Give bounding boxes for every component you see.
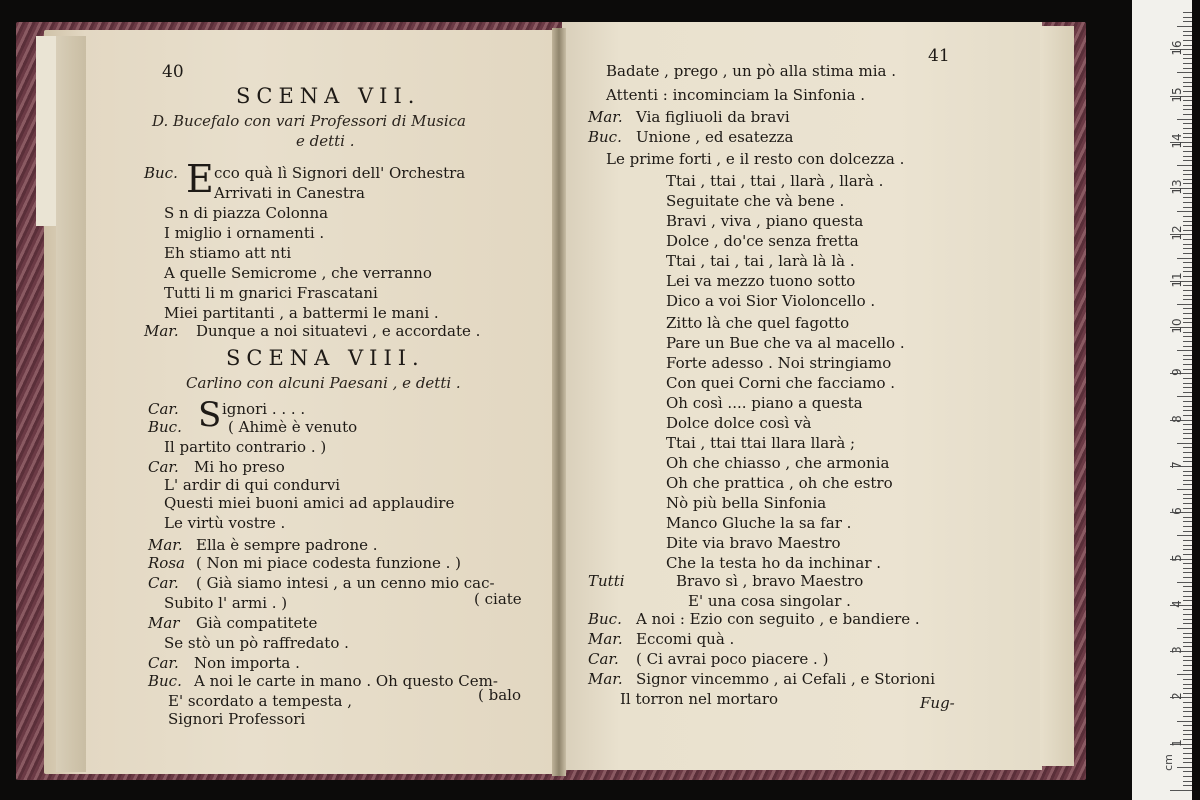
ruler-tick — [1183, 572, 1192, 573]
ruler-tick — [1183, 262, 1192, 263]
right-line: Ttai , ttai ttai llara llarà ; — [666, 434, 856, 452]
buc-line-8: Miei partitanti , a battermi le mani . — [164, 304, 439, 322]
ruler-tick — [1183, 753, 1192, 754]
buc-line-7: Tutti li m gnarici Frascatani — [164, 284, 378, 302]
ruler-tick — [1183, 415, 1192, 416]
ruler-number: 4 — [1170, 599, 1184, 608]
ruler-tick — [1183, 63, 1192, 64]
dialogue-speaker: Buc. — [148, 418, 182, 436]
ruler-tick — [1183, 656, 1192, 657]
ruler-tick — [1183, 660, 1192, 661]
dialogue-line: Subito l' armi . ) — [164, 594, 288, 612]
ruler-tick — [1183, 554, 1192, 555]
ruler-tick — [1183, 545, 1192, 546]
ruler-tick — [1183, 253, 1192, 254]
dialogue-speaker: Car. — [148, 400, 179, 418]
ruler-number: 10 — [1170, 318, 1184, 334]
ruler-tick — [1177, 396, 1192, 397]
ruler-tick — [1183, 471, 1192, 472]
ruler-tick — [1183, 285, 1192, 286]
ruler-tick — [1183, 521, 1192, 522]
dialogue-line: Signori Professori — [168, 710, 306, 728]
ruler-tick — [1177, 489, 1192, 490]
right-line: Oh che prattica , oh che estro — [666, 474, 893, 492]
dialogue-line: Non importa . — [194, 654, 300, 672]
ruler-tick — [1183, 484, 1192, 485]
ruler-tick — [1183, 341, 1192, 342]
ruler-tick — [1183, 313, 1192, 314]
right-line: Zitto là che quel fagotto — [666, 314, 850, 332]
page-number-right: 41 — [928, 46, 950, 66]
ruler-number: 14 — [1170, 133, 1184, 149]
ruler-tick — [1183, 785, 1192, 786]
dialogue-speaker: Car. — [148, 574, 179, 592]
right-line: Seguitate che và bene . — [666, 192, 845, 210]
ruler-tick — [1183, 179, 1192, 180]
ruler-tick — [1183, 100, 1192, 101]
ruler-tick — [1183, 123, 1192, 124]
ruler-tick — [1183, 267, 1192, 268]
ruler-tick — [1183, 109, 1192, 110]
ruler-tick — [1183, 646, 1192, 647]
page-number-left: 40 — [162, 62, 184, 82]
ruler-tick — [1183, 207, 1192, 208]
buc-line-4: I miglio i ornamenti . — [164, 224, 325, 242]
ruler-tick — [1183, 369, 1192, 370]
ruler-tick — [1177, 350, 1192, 351]
dialogue-line: Ella è sempre padrone . — [196, 536, 378, 554]
right-speaker: Mar. — [588, 108, 623, 126]
right-line: Oh che chiasso , che armonia — [666, 454, 890, 472]
right-page-edge — [1040, 26, 1074, 766]
hanging-word-balo: ( balo — [478, 686, 521, 704]
buc-line-2: Arrivati in Canestra — [214, 184, 366, 202]
right-line: Forte adesso . Noi stringiamo — [666, 354, 892, 372]
ruler-tick — [1183, 457, 1192, 458]
ruler-tick — [1183, 378, 1192, 379]
ruler-tick — [1183, 21, 1192, 22]
ruler-tick — [1183, 295, 1192, 296]
ruler-tick — [1177, 582, 1192, 583]
ruler-tick — [1183, 35, 1192, 36]
ruler-tick — [1183, 531, 1192, 532]
dialogue-speaker: Car. — [148, 458, 179, 476]
ruler-tick — [1183, 12, 1192, 13]
right-line: Bravi , viva , piano questa — [666, 212, 864, 230]
ruler-tick — [1183, 299, 1192, 300]
ruler-tick — [1177, 72, 1192, 73]
ruler-tick — [1183, 707, 1192, 708]
ruler-tick — [1177, 721, 1192, 722]
dialogue-speaker: Mar. — [148, 536, 183, 554]
right-line: Dolce dolce così và — [666, 414, 812, 432]
ruler-tick — [1183, 614, 1192, 615]
ruler-tick — [1183, 91, 1192, 92]
speaker-buc: Buc. — [144, 164, 178, 182]
dialogue-line: Già compatitete — [196, 614, 318, 632]
dialogue-line: A noi le carte in mano . Oh questo Cem- — [194, 672, 498, 690]
ruler-tick — [1183, 716, 1192, 717]
ruler-tick — [1183, 336, 1192, 337]
speaker-mar: Mar. — [144, 322, 179, 340]
ruler-tick — [1183, 540, 1192, 541]
ruler-tick — [1183, 739, 1192, 740]
right-speaker: Buc. — [588, 610, 622, 628]
ruler-tick — [1170, 790, 1192, 791]
right-line: Ttai , tai , tai , larà là là . — [666, 252, 855, 270]
ruler-tick — [1177, 674, 1192, 675]
ruler-tick — [1183, 725, 1192, 726]
ruler-tick — [1177, 628, 1192, 629]
ruler-tick — [1183, 271, 1192, 272]
ruler-tick — [1183, 424, 1192, 425]
dialogue-line: ( Ahimè è venuto — [228, 418, 358, 436]
right-line: Ttai , ttai , ttai , llarà , llarà . — [666, 172, 884, 190]
right-line: Nò più bella Sinfonia — [666, 494, 827, 512]
ruler-tick — [1183, 734, 1192, 735]
ruler-number: 13 — [1170, 179, 1184, 195]
ruler-tick — [1183, 355, 1192, 356]
ruler-tick — [1183, 517, 1192, 518]
right-speaker: Tutti — [588, 572, 625, 590]
right-line: Eccomi quà . — [636, 630, 735, 648]
ruler-number: 12 — [1170, 225, 1184, 242]
ruler-unit-label: cm — [1161, 754, 1175, 771]
ruler-tick — [1183, 58, 1192, 59]
ruler-tick — [1183, 429, 1192, 430]
ruler-tick — [1183, 568, 1192, 569]
ruler-tick — [1183, 332, 1192, 333]
ruler-tick — [1183, 702, 1192, 703]
ruler-tick — [1183, 461, 1192, 462]
ruler-tick — [1183, 54, 1192, 55]
dialogue-line: Il partito contrario . ) — [164, 438, 327, 456]
ruler-tick — [1183, 114, 1192, 115]
ruler-tick — [1183, 771, 1192, 772]
buc-line-5: Eh stiamo att nti — [164, 244, 292, 262]
ruler-tick — [1183, 781, 1192, 782]
ruler-tick — [1183, 679, 1192, 680]
ruler-tick — [1183, 758, 1192, 759]
ruler-tick — [1183, 665, 1192, 666]
ruler-tick — [1177, 26, 1192, 27]
book-gutter — [552, 28, 566, 776]
ruler-tick — [1183, 452, 1192, 453]
dialogue-line: Se stò un pò raffredato . — [164, 634, 349, 652]
buc-line-3: S n di piazza Colonna — [164, 204, 329, 222]
ruler-tick — [1183, 776, 1192, 777]
dialogue-speaker: Car. — [148, 654, 179, 672]
ruler-tick — [1183, 146, 1192, 147]
ruler-number: 8 — [1170, 414, 1184, 423]
ruler-tick — [1183, 591, 1192, 592]
ruler-tick — [1183, 392, 1192, 393]
ruler-tick — [1183, 193, 1192, 194]
dialogue-line: ignori . . . . — [222, 400, 306, 418]
ruler-tick — [1183, 45, 1192, 46]
right-line: Dolce , do'ce senza fretta — [666, 232, 859, 250]
ruler-tick — [1183, 225, 1192, 226]
ruler-tick — [1183, 406, 1192, 407]
ruler-tick — [1183, 494, 1192, 495]
ruler-tick — [1183, 401, 1192, 402]
ruler-tick — [1177, 443, 1192, 444]
ruler-tick — [1183, 549, 1192, 550]
ruler-tick — [1183, 586, 1192, 587]
ruler-tick — [1183, 637, 1192, 638]
dialogue-line: Questi miei buoni amici ad applaudire — [164, 494, 455, 512]
ruler-number: 1 — [1170, 738, 1184, 747]
scene-viii-heading: SCENA VIII. — [226, 346, 425, 370]
ruler-tick — [1183, 684, 1192, 685]
ruler-tick — [1177, 304, 1192, 305]
ruler-tick — [1183, 623, 1192, 624]
right-speaker: Mar. — [588, 670, 623, 688]
ruler-tick — [1183, 156, 1192, 157]
ruler-tick — [1177, 767, 1192, 768]
ruler-tick — [1183, 642, 1192, 643]
ruler-tick — [1183, 77, 1192, 78]
ruler-tick — [1183, 248, 1192, 249]
right-line: Unione , ed esatezza — [636, 128, 794, 146]
buc-line-6: A quelle Semicrome , che verranno — [164, 264, 432, 282]
dialogue-speaker: Rosa — [148, 554, 185, 572]
ruler-tick — [1183, 133, 1192, 134]
ruler-number: 2 — [1170, 692, 1184, 701]
ruler-tick — [1183, 600, 1192, 601]
ruler-tick — [1183, 596, 1192, 597]
ruler-number: 16 — [1170, 40, 1184, 56]
ruler-tick — [1183, 563, 1192, 564]
ruler-tick — [1183, 230, 1192, 231]
ruler-number: 5 — [1170, 553, 1184, 562]
ruler-tick — [1183, 508, 1192, 509]
hanging-word-ciate: ( ciate — [474, 590, 522, 608]
ruler-tick — [1183, 438, 1192, 439]
dialogue-line: L' ardir di qui condurvi — [164, 476, 341, 494]
ruler-tick — [1183, 216, 1192, 217]
right-line: A noi : Ezio con seguito , e bandiere . — [636, 610, 920, 628]
mar-line: Dunque a noi situatevi , e accordate . — [196, 322, 481, 340]
ruler-tick — [1183, 183, 1192, 184]
ruler-tick — [1183, 433, 1192, 434]
scene-vii-subtitle-1: D. Bucefalo con vari Professori di Musica — [152, 112, 467, 130]
right-speaker: Car. — [588, 650, 619, 668]
right-line: Bravo sì , bravo Maestro — [676, 572, 864, 590]
dialogue-line: Mi ho preso — [194, 458, 285, 476]
ruler-tick — [1183, 276, 1192, 277]
ruler-tick — [1183, 383, 1192, 384]
ruler-tick — [1183, 322, 1192, 323]
right-line: Oh così .... piano a questa — [666, 394, 863, 412]
right-line: Via figliuoli da bravi — [636, 108, 790, 126]
right-speaker: Buc. — [588, 128, 622, 146]
ruler-tick — [1183, 387, 1192, 388]
ruler-tick — [1183, 498, 1192, 499]
ruler-tick — [1183, 202, 1192, 203]
ruler-tick — [1183, 160, 1192, 161]
right-line: Il torron nel mortaro — [620, 690, 779, 708]
ruler-tick — [1183, 609, 1192, 610]
dialogue-line: Le virtù vostre . — [164, 514, 286, 532]
right-line: Pare un Bue che va al macello . — [666, 334, 905, 352]
catchword: Fug- — [920, 694, 955, 712]
ruler-tick — [1183, 221, 1192, 222]
buc-line-1: cco quà lì Signori dell' Orchestra — [214, 164, 466, 182]
left-page-edge — [56, 36, 86, 772]
right-line: Lei va mezzo tuono sotto — [666, 272, 856, 290]
drop-cap-e: E — [186, 157, 214, 201]
ruler-number: 15 — [1170, 86, 1184, 103]
ruler-tick — [1177, 535, 1192, 536]
right-line: Con quei Corni che facciamo . — [666, 374, 896, 392]
ruler-tick — [1177, 211, 1192, 212]
right-line: Dico a voi Sior Violoncello . — [666, 292, 876, 310]
ruler-tick — [1183, 128, 1192, 129]
right-line: Attenti : incominciam la Sinfonia . — [606, 86, 866, 104]
ruler-tick — [1183, 86, 1192, 87]
ruler-tick — [1183, 410, 1192, 411]
dialogue-line: ( Non mi piace codesta funzione . ) — [196, 554, 462, 572]
ruler-number: 11 — [1170, 272, 1184, 288]
ruler-tick — [1183, 526, 1192, 527]
ruler-tick — [1183, 730, 1192, 731]
ruler-tick — [1183, 244, 1192, 245]
dialogue-line: E' scordato a tempesta , — [168, 692, 353, 710]
dialogue-line: ( Già siamo intesi , a un cenno mio cac- — [196, 574, 495, 592]
drop-cap-s: S — [198, 395, 222, 435]
ruler-number: 3 — [1170, 646, 1184, 654]
ruler-tick — [1183, 137, 1192, 138]
ruler-tick — [1183, 308, 1192, 309]
ruler-tick — [1183, 290, 1192, 291]
ruler-tick — [1183, 174, 1192, 175]
right-line: Manco Gluche la sa far . — [666, 514, 852, 532]
ruler-tick — [1183, 762, 1192, 763]
ruler-tick — [1183, 619, 1192, 620]
dialogue-speaker: Mar — [148, 614, 180, 632]
ruler-tick — [1177, 165, 1192, 166]
right-speaker: Mar. — [588, 630, 623, 648]
ruler-tick — [1183, 475, 1192, 476]
ruler-tick — [1183, 31, 1192, 32]
ruler-number: 7 — [1170, 461, 1184, 469]
scene-viii-subtitle: Carlino con alcuni Paesani , e detti . — [186, 374, 461, 392]
ruler-tick — [1183, 480, 1192, 481]
ruler-tick — [1183, 503, 1192, 504]
scene-vii-subtitle-2: e detti . — [296, 132, 355, 150]
ruler-tick — [1183, 670, 1192, 671]
ruler-tick — [1183, 693, 1192, 694]
ruler-tick — [1183, 577, 1192, 578]
ruler-tick — [1183, 197, 1192, 198]
ruler-number: 6 — [1170, 507, 1184, 516]
dialogue-speaker: Buc. — [148, 672, 182, 690]
ruler-tick — [1183, 447, 1192, 448]
ruler-tick — [1183, 68, 1192, 69]
ruler-tick — [1177, 119, 1192, 120]
ruler-tick — [1183, 151, 1192, 152]
ruler-tick — [1177, 258, 1192, 259]
ruler-tick — [1183, 346, 1192, 347]
scene-vii-heading: SCENA VII. — [236, 84, 421, 108]
ruler-tick — [1183, 170, 1192, 171]
ruler-tick — [1183, 364, 1192, 365]
right-line: ( Ci avrai poco piacere . ) — [636, 650, 829, 668]
ruler-tick — [1183, 318, 1192, 319]
right-line: Badate , prego , un pò alla stima mia . — [606, 62, 897, 80]
right-line: Signor vincemmo , ai Cefali , e Storioni — [636, 670, 935, 688]
ruler-tick — [1183, 82, 1192, 83]
ruler-tick — [1183, 688, 1192, 689]
ruler-tick — [1183, 633, 1192, 634]
right-line: Che la testa ho da inchinar . — [666, 554, 882, 572]
right-line: Dite via bravo Maestro — [666, 534, 841, 552]
ruler-tick — [1183, 359, 1192, 360]
ruler-number: 9 — [1170, 368, 1184, 377]
ruler-tick — [1183, 748, 1192, 749]
ruler-tick — [1183, 17, 1192, 18]
measuring-ruler — [1132, 0, 1192, 800]
ruler-tick — [1183, 239, 1192, 240]
ruler-tick — [1183, 711, 1192, 712]
right-line: E' una cosa singolar . — [688, 592, 851, 610]
ruler-tick — [1183, 40, 1192, 41]
ruler-tick — [1183, 105, 1192, 106]
right-line: Le prime forti , e il resto con dolcezza . — [606, 150, 905, 168]
